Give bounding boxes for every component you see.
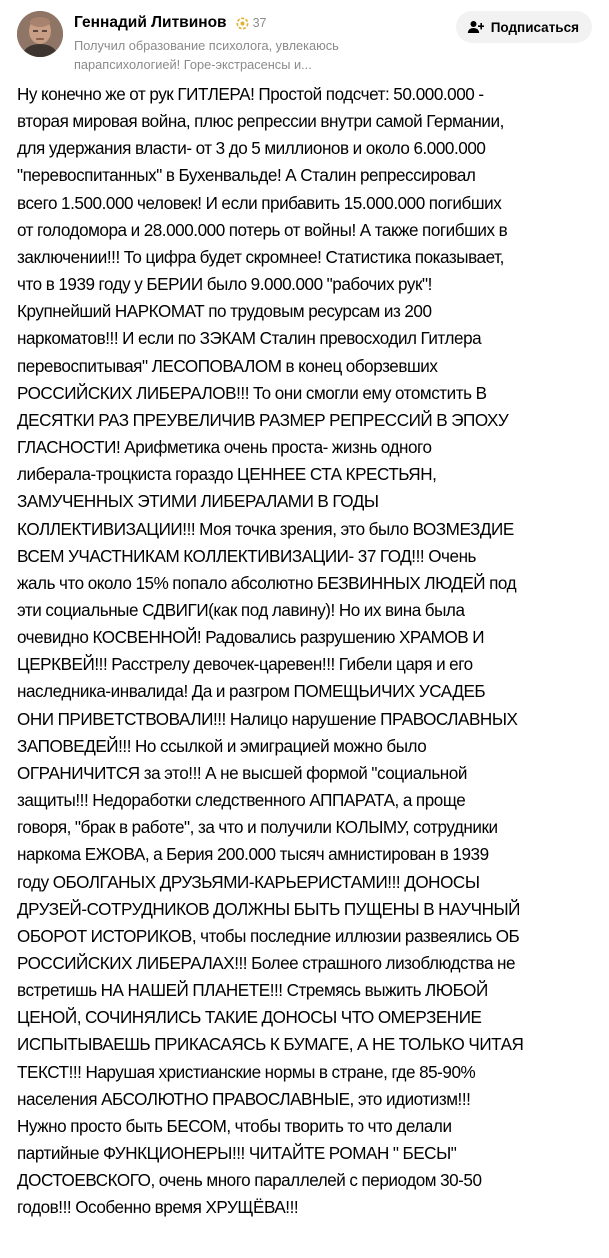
comment-text-line: ЗАМУЧЕННЫХ ЭТИМИ ЛИБЕРАЛАМИ В ГОДЫ bbox=[17, 492, 379, 512]
comment-text-line: вторая мировая война, плюс репрессии внутри самой Германии, bbox=[17, 112, 504, 132]
karma-value: 37 bbox=[252, 16, 267, 30]
comment-text-line: ОБОРОТ ИСТОРИКОВ, чтобы последние иллюзии развеялись ОБ bbox=[17, 926, 520, 946]
comment-text-line: ТЕКСТ!!! Нарушая христианские нормы в стране, где 85-90% bbox=[17, 1062, 476, 1082]
karma-badge bbox=[236, 16, 267, 30]
comment-text-line: ЦЕРКВЕЙ!!! Расстрелу девочек-царевен!!! Гибели царя и его bbox=[17, 655, 473, 675]
comment-text-line: Ну конечно же от рук ГИТЛЕРА! Простой подсчет: 50.000.000 - bbox=[17, 85, 484, 104]
comment-text-line: наследника-инвалида! Да и разгром ПОМЕЩЬИЧИХ УСАДЕБ bbox=[17, 682, 486, 702]
comment-text-line: Крупнейший НАРКОМАТ по трудовым ресурсам из 200 bbox=[17, 302, 432, 322]
karma-icon bbox=[236, 17, 249, 30]
comment-text-line: от голодомора и 28.000.000 потерь от войны! А также погибших в bbox=[17, 220, 508, 240]
comment-text-line: наркоматов!!! И если по ЗЭКАМ Сталин превосходил Гитлера bbox=[17, 329, 482, 349]
comment-text-line: эти социальные СДВИГИ(как под лавину)! Но их вина была bbox=[17, 600, 465, 620]
comment-text-line: ОНИ ПРИВЕТСТВОВАЛИ!!! Налицо нарушение ПРАВОСЛАВНЫХ bbox=[17, 709, 518, 729]
author-bio-line: Получил образование психолога, увлекаюсь bbox=[74, 38, 339, 53]
comment-text-line: РОССИЙСКИХ ЛИБЕРАЛАХ!!! Более страшного лизоблюдства не bbox=[17, 954, 516, 973]
comment-text-line: Нужно просто быть БЕСОМ, чтобы творить то что делали bbox=[17, 1116, 452, 1136]
comment-text-line: населения АБСОЛЮТНО ПРАВОСЛАВНЫЕ, это идиотизм!!! bbox=[17, 1089, 471, 1109]
comment-text-line: жаль что около 15% попало абсолютно БЕЗВИННЫХ ЛЮДЕЙ под bbox=[17, 573, 517, 593]
comment-text-line: годов!!! Особенно время ХРУЩЁВА!!! bbox=[17, 1198, 299, 1218]
comment-text-line: ОГРАНИЧИТСЯ за это!!! А не высшей формой "социальной bbox=[17, 763, 467, 783]
comment-text-line: для удержания власти- от 3 до 5 миллионов и около 6.000.000 bbox=[17, 139, 486, 159]
comment-text-line: КОЛЛЕКТИВИЗАЦИИ!!! Моя точка зрения, это было ВОЗМЕЗДИЕ bbox=[17, 519, 514, 539]
comment-text-line: ДЕСЯТКИ РАЗ ПРЕУВЕЛИЧИВ РАЗМЕР РЕПРЕССИЙ В ЭПОХУ bbox=[17, 410, 509, 430]
comment-text-line: году ОБОЛГАНЫХ ДРУЗЬЯМИ-КАРЬЕРИСТАМИ!!! ДОНОСЫ bbox=[17, 872, 480, 892]
comment-text-line: ДОСТОЕВСКОГО, очень много параллелей с периодом 30-50 bbox=[17, 1171, 482, 1191]
avatar[interactable] bbox=[17, 11, 63, 57]
author-bio-line: парапсихологией! Горе-экстрасенсы и... bbox=[74, 57, 312, 72]
add-user-icon bbox=[467, 20, 484, 34]
comment-text-line: ДРУЗЕЙ-СОТРУДНИКОВ ДОЛЖНЫ БЫТЬ ПУЩЕНЫ В НАУЧНЫЙ bbox=[17, 899, 521, 919]
comment-text-line: говоря, "брак в работе", за что и получили КОЛЫМУ, сотрудники bbox=[17, 818, 498, 838]
comment-text-line: ЦЕНОЙ, СОЧИНЯЛИСЬ ТАКИЕ ДОНОСЫ ЧТО ОМЕРЗЕНИЕ bbox=[17, 1008, 482, 1028]
subscribe-label: Подписаться bbox=[490, 19, 579, 35]
author-line bbox=[74, 12, 404, 34]
comment-text-line: защиты!!! Недоработки следственного АППАРАТА, а проще bbox=[17, 791, 466, 811]
comment-text-line: партийные ФУНКЦИОНЕРЫ!!! ЧИТАЙТЕ РОМАН " БЕСЫ" bbox=[17, 1144, 457, 1164]
comment-text-line: очевидно КОСВЕННОЙ! Радовались разрушению ХРАМОВ И bbox=[17, 628, 485, 648]
comment-text-line: "перевоспитанных" в Бухенвальде! А Сталин репрессировал bbox=[17, 166, 476, 186]
comment-text bbox=[17, 81, 593, 1222]
subscribe-button[interactable] bbox=[456, 11, 592, 43]
author-name[interactable]: Геннадий Литвинов bbox=[74, 14, 227, 31]
comment-text-line: ИСПЫТЫВАЕШЬ ПРИКАСАЯСЬ К БУМАГЕ, А НЕ ТОЛЬКО ЧИТАЯ bbox=[17, 1035, 524, 1055]
author-block bbox=[74, 12, 404, 74]
comment-text-line: заключении!!! То цифра будет скромнее! Статистика показывает, bbox=[17, 247, 504, 267]
author-bio bbox=[74, 36, 394, 74]
comment-text-line: наркома ЕЖОВА, а Берия 200.000 тысяч амнистирован в 1939 bbox=[17, 845, 489, 865]
comment-text-line: что в 1939 году у БЕРИИ было 9.000.000 "рабочих рук"! bbox=[17, 275, 432, 295]
comment-header bbox=[17, 11, 592, 73]
comment-text-line: ЗАПОВЕДЕЙ!!! Но ссылкой и эмиграцией можно было bbox=[17, 736, 427, 756]
comment-text-line: ГЛАСНОСТИ! Арифметика очень проста- жизнь одного bbox=[17, 438, 432, 458]
avatar-portrait-icon bbox=[17, 11, 63, 57]
comment-text-line: РОССИЙСКИХ ЛИБЕРАЛОВ!!! То они смогли ему отомстить В bbox=[17, 383, 487, 403]
comment-text-line: ВСЕМ УЧАСТНИКАМ КОЛЛЕКТИВИЗАЦИИ- 37 ГОД!!! Очень bbox=[17, 546, 477, 566]
comment-text-line: перевоспитывая" ЛЕСОПОВАЛОМ в конец оборзевших bbox=[17, 356, 438, 376]
comment-text-line: либерала-троцкиста гораздо ЦЕННЕЕ СТА КРЕСТЬЯН, bbox=[17, 465, 437, 485]
comment-text-line: всего 1.500.000 человек! И если прибавить 15.000.000 погибших bbox=[17, 193, 502, 213]
comment-text-line: встретишь НА НАШЕЙ ПЛАНЕТЕ!!! Стремясь выжить ЛЮБОЙ bbox=[17, 981, 488, 1001]
